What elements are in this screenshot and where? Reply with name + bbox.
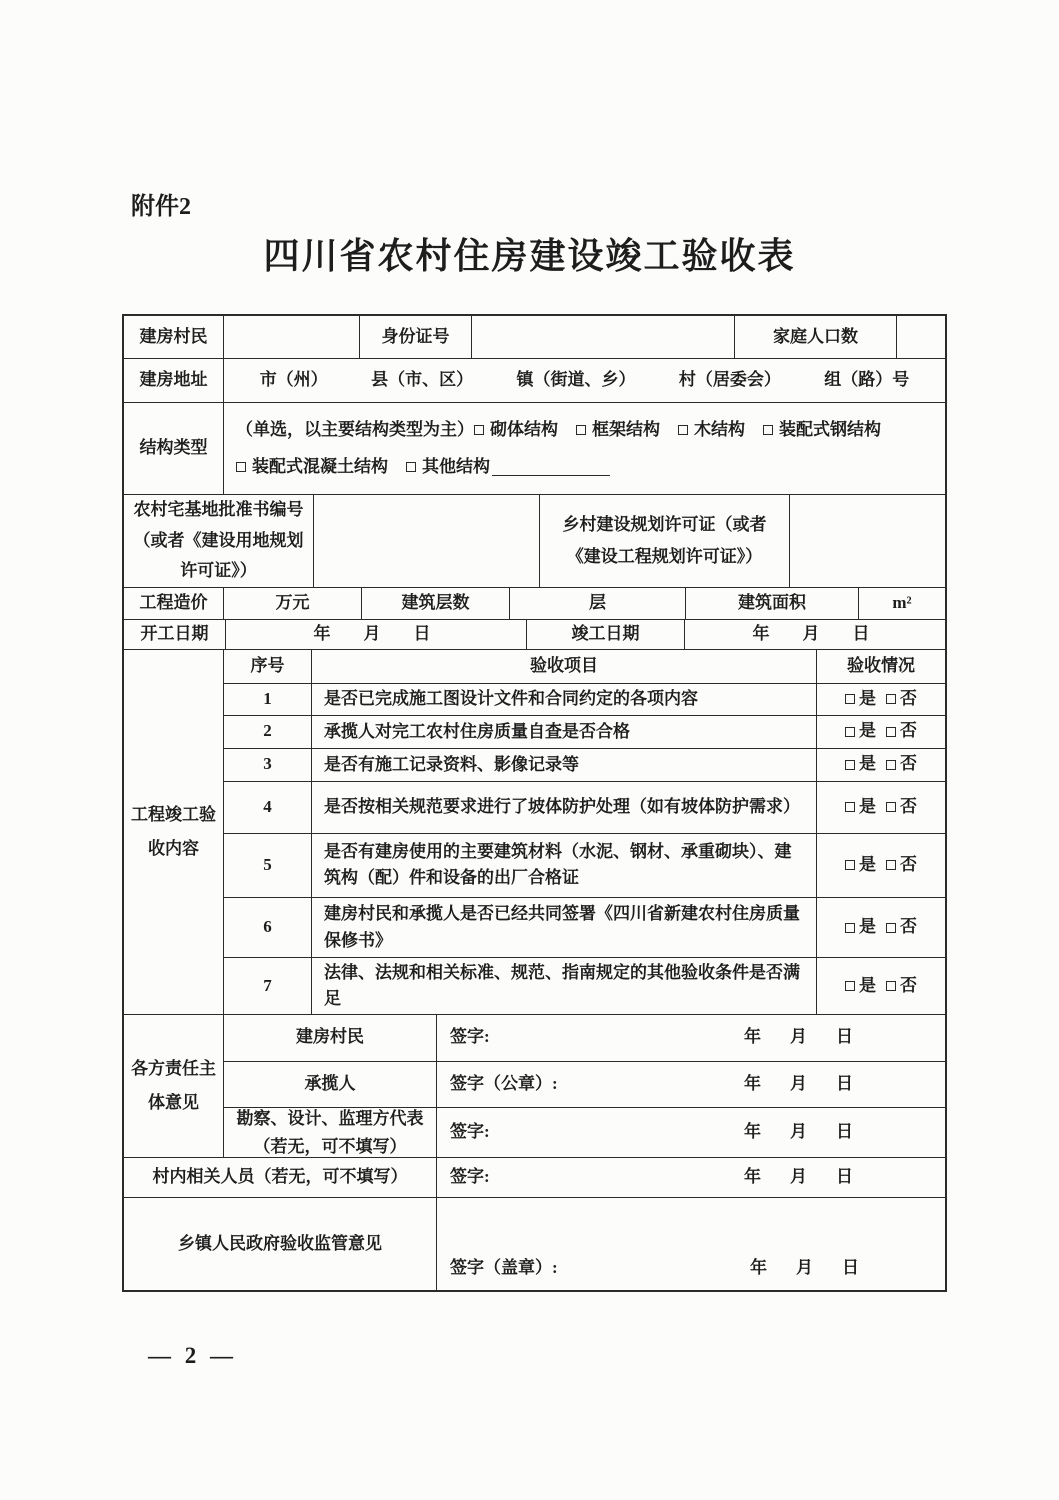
option-precast-concrete: 装配式混凝土结构 — [252, 456, 388, 476]
acceptance-no: 6 — [224, 898, 312, 957]
homestead-approval-field[interactable] — [314, 495, 540, 587]
acceptance-no: 2 — [224, 716, 312, 748]
header-no: 序号 — [224, 650, 312, 683]
village-personnel-row — [124, 1157, 945, 1197]
responsibility-row-contractor — [224, 1061, 945, 1108]
option-other: 其他结构 — [422, 456, 490, 476]
signature-field[interactable] — [437, 1062, 945, 1108]
no-checkbox[interactable] — [886, 802, 896, 812]
frame-checkbox[interactable] — [576, 425, 586, 435]
sign-date: 年 月 日 — [744, 1122, 859, 1142]
acceptance-no: 4 — [224, 782, 312, 833]
wood-checkbox[interactable] — [678, 425, 688, 435]
acceptance-header-row — [224, 650, 945, 683]
acceptance-row-5 — [224, 833, 945, 898]
acceptance-row-3 — [224, 748, 945, 781]
party-label: 建房村民 — [224, 1015, 437, 1061]
planning-permit-label: 乡村建设规划许可证（或者《建设工程规划许可证》） — [540, 495, 790, 587]
project-cost-field[interactable] — [224, 588, 362, 619]
acceptance-item-text: 是否已完成施工图设计文件和合同约定的各项内容 — [312, 684, 817, 715]
no-label: 否 — [900, 917, 917, 937]
township-opinion-row — [124, 1197, 945, 1290]
yes-label: 是 — [859, 854, 876, 874]
township-signature-field[interactable] — [437, 1198, 945, 1290]
precast-concrete-checkbox[interactable] — [236, 462, 246, 472]
responsibility-section-label: 各方责任主体意见 — [124, 1015, 224, 1157]
village-personnel-label: 村内相关人员（若无，可不填写） — [124, 1158, 437, 1197]
attachment-label: 附件2 — [131, 194, 191, 220]
family-size-label: 家庭人口数 — [735, 316, 897, 358]
acceptance-form-table — [122, 314, 947, 1292]
address-part-city: 市（州） — [259, 370, 328, 390]
floors-label: 建筑层数 — [362, 588, 510, 619]
acceptance-row-1 — [224, 683, 945, 715]
no-checkbox[interactable] — [886, 981, 896, 991]
sign-label: 签字: — [450, 1027, 490, 1047]
sign-date: 年 月 日 — [744, 1073, 859, 1093]
acceptance-no: 3 — [224, 749, 312, 781]
cost-row — [124, 587, 945, 619]
family-size-field[interactable] — [897, 316, 945, 358]
dates-row — [124, 619, 945, 649]
page-number: — 2 — — [148, 1343, 237, 1368]
address-part-village: 村（居委会） — [678, 370, 781, 390]
party-label: 承揽人 — [224, 1062, 437, 1108]
yes-checkbox[interactable] — [845, 694, 855, 704]
area-unit: m² — [892, 593, 912, 613]
no-checkbox[interactable] — [886, 727, 896, 737]
other-structure-field[interactable] — [492, 458, 610, 476]
yes-checkbox[interactable] — [845, 802, 855, 812]
acceptance-item-text: 法律、法规和相关标准、规范、指南规定的其他验收条件是否满足 — [312, 958, 817, 1014]
no-label: 否 — [900, 854, 917, 874]
acceptance-item-text: 是否有施工记录资料、影像记录等 — [312, 749, 817, 781]
acceptance-status — [817, 834, 945, 898]
address-label: 建房地址 — [124, 359, 224, 402]
no-checkbox[interactable] — [886, 860, 896, 870]
option-steel: 装配式钢结构 — [779, 419, 881, 439]
sign-date: 年 月 日 — [744, 1027, 859, 1047]
acceptance-no: 1 — [224, 684, 312, 715]
masonry-checkbox[interactable] — [474, 425, 484, 435]
no-label: 否 — [900, 688, 917, 708]
acceptance-status — [817, 749, 945, 781]
acceptance-no: 5 — [224, 834, 312, 898]
address-row — [124, 358, 945, 402]
yes-label: 是 — [859, 975, 876, 995]
id-number-label: 身份证号 — [360, 316, 472, 358]
homestead-approval-label: 农村宅基地批准书编号（或者《建设用地规划许可证》） — [124, 495, 314, 587]
acceptance-item-text: 承揽人对完工农村住房质量自查是否合格 — [312, 716, 817, 748]
responsibility-row-survey — [224, 1107, 945, 1157]
address-field[interactable] — [224, 359, 945, 402]
cost-unit: 万元 — [275, 593, 310, 613]
acceptance-status — [817, 782, 945, 833]
acceptance-item-text: 建房村民和承揽人是否已经共同签署《四川省新建农村住房质量保修书》 — [312, 898, 817, 957]
no-label: 否 — [900, 754, 917, 774]
start-date-field[interactable]: 年 月 日 — [226, 620, 527, 649]
party-label: 勘察、设计、监理方代表（若无，可不填写） — [224, 1108, 437, 1157]
acceptance-section-label: 工程竣工验收内容 — [124, 650, 224, 1014]
yes-label: 是 — [859, 796, 876, 816]
option-masonry: 砌体结构 — [490, 419, 558, 439]
address-part-group: 组（路）号 — [824, 370, 910, 390]
no-checkbox[interactable] — [886, 694, 896, 704]
acceptance-no: 7 — [224, 958, 312, 1014]
page-title: 四川省农村住房建设竣工验收表 — [263, 236, 796, 276]
structure-type-label: 结构类型 — [124, 403, 224, 494]
sign-date: 年 月 日 — [750, 1258, 865, 1278]
floors-unit: 层 — [589, 593, 606, 613]
sign-date: 年 月 日 — [744, 1167, 859, 1187]
finish-date-field[interactable]: 年 月 日 — [752, 624, 878, 644]
steel-checkbox[interactable] — [763, 425, 773, 435]
yes-label: 是 — [859, 721, 876, 741]
yes-checkbox[interactable] — [845, 760, 855, 770]
yes-checkbox[interactable] — [845, 981, 855, 991]
builder-name-label: 建房村民 — [124, 316, 224, 358]
floors-field[interactable] — [510, 588, 686, 619]
acceptance-row-4 — [224, 781, 945, 833]
yes-checkbox[interactable] — [845, 727, 855, 737]
finish-date-label: 竣工日期 — [527, 620, 685, 649]
structure-type-options — [224, 403, 945, 494]
responsibility-row-builder — [224, 1015, 945, 1061]
planning-permit-field[interactable] — [790, 495, 945, 587]
option-wood: 木结构 — [694, 419, 745, 439]
yes-label: 是 — [859, 754, 876, 774]
yes-label: 是 — [859, 917, 876, 937]
responsibility-subtable — [224, 1015, 945, 1157]
address-part-town: 镇（街道、乡） — [516, 370, 636, 390]
signature-field[interactable] — [437, 1015, 945, 1061]
responsibility-section — [124, 1014, 945, 1157]
yes-checkbox[interactable] — [845, 860, 855, 870]
acceptance-row-2 — [224, 715, 945, 748]
township-opinion-label: 乡镇人民政府验收监管意见 — [124, 1198, 437, 1290]
sign-label: 签字: — [450, 1167, 490, 1187]
no-checkbox[interactable] — [886, 923, 896, 933]
address-part-county: 县（市、区） — [371, 370, 474, 390]
no-label: 否 — [900, 975, 917, 995]
yes-label: 是 — [859, 688, 876, 708]
other-structure-checkbox[interactable] — [406, 462, 416, 472]
id-number-field[interactable] — [472, 316, 735, 358]
acceptance-row-6 — [224, 897, 945, 957]
yes-checkbox[interactable] — [845, 923, 855, 933]
builder-name-field[interactable] — [224, 316, 360, 358]
acceptance-status — [817, 958, 945, 1014]
sign-label: 签字（公章）: — [450, 1073, 558, 1093]
no-label: 否 — [900, 796, 917, 816]
signature-field[interactable] — [437, 1108, 945, 1157]
header-status: 验收情况 — [847, 655, 915, 675]
structure-type-row — [124, 402, 945, 494]
area-field[interactable] — [859, 588, 945, 619]
acceptance-row-7 — [224, 957, 945, 1014]
acceptance-status — [817, 716, 945, 748]
no-label: 否 — [900, 721, 917, 741]
acceptance-item-text: 是否按相关规范要求进行了坡体防护处理（如有坡体防护需求） — [312, 782, 817, 833]
acceptance-section — [124, 649, 945, 1014]
no-checkbox[interactable] — [886, 760, 896, 770]
option-frame: 框架结构 — [592, 419, 660, 439]
acceptance-status — [817, 898, 945, 957]
sign-label: 签字: — [450, 1122, 490, 1142]
area-label: 建筑面积 — [686, 588, 859, 619]
village-signature-field[interactable] — [437, 1158, 945, 1197]
project-cost-label: 工程造价 — [124, 588, 224, 619]
start-date-label: 开工日期 — [124, 620, 226, 649]
permit-row — [124, 494, 945, 587]
acceptance-item-text: 是否有建房使用的主要建筑材料（水泥、钢材、承重砌块）、建筑构（配）件和设备的出厂合格证 — [312, 834, 817, 898]
sign-label: 签字（盖章）: — [450, 1258, 558, 1278]
acceptance-status — [817, 684, 945, 715]
structure-note: （单选，以主要结构类型为主） — [236, 419, 474, 439]
acceptance-subtable — [224, 650, 945, 1014]
builder-row — [124, 316, 945, 358]
header-item: 验收项目 — [312, 650, 817, 683]
